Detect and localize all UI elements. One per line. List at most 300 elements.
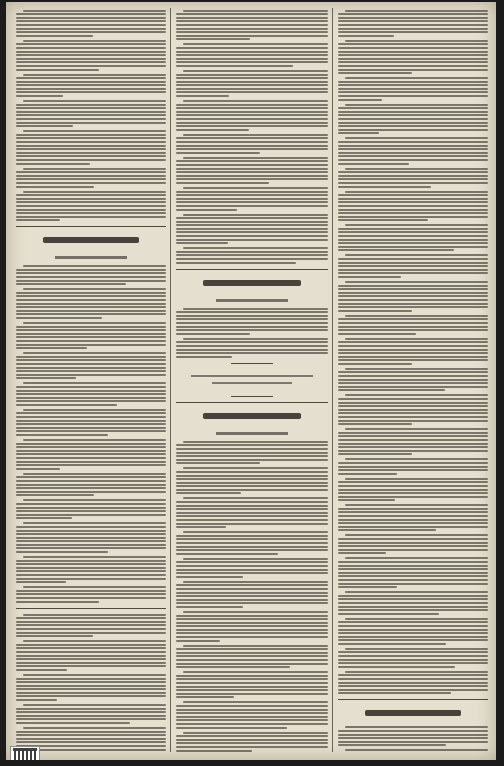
text-paragraph (16, 322, 166, 349)
text-line (338, 685, 488, 687)
text-line (23, 352, 166, 354)
text-paragraph (16, 130, 166, 164)
text-line (176, 693, 328, 695)
text-line (338, 285, 488, 287)
text-line (338, 171, 488, 173)
text-paragraph (176, 134, 328, 154)
text-paragraph (16, 473, 166, 497)
text-line (338, 519, 488, 521)
text-line (338, 333, 416, 335)
text-line (176, 727, 287, 729)
text-paragraph (338, 40, 488, 74)
text-line (23, 727, 166, 729)
text-paragraph (338, 104, 488, 135)
notice-line (212, 382, 291, 384)
text-line (176, 452, 328, 454)
text-line (16, 665, 166, 667)
text-line (338, 655, 488, 657)
text-line (16, 597, 166, 599)
text-line (338, 443, 488, 445)
text-line (16, 95, 63, 97)
text-paragraph (176, 531, 328, 555)
text-line (176, 91, 328, 93)
text-line (16, 329, 166, 331)
text-line (16, 69, 99, 71)
section-heading (176, 275, 328, 292)
text-line (338, 318, 488, 320)
text-line (16, 503, 166, 505)
text-line (345, 478, 488, 480)
text-line (338, 209, 488, 211)
text-paragraph (16, 74, 166, 98)
text-line (338, 545, 488, 547)
text-line (16, 635, 93, 637)
text-line (16, 685, 166, 687)
text-paragraph (16, 382, 166, 406)
text-paragraph (176, 671, 328, 698)
text-line (16, 28, 166, 30)
text-line (16, 182, 166, 184)
text-line (176, 178, 328, 180)
text-paragraph (176, 467, 328, 494)
text-line (345, 315, 488, 317)
text-line (338, 575, 488, 577)
text-line (176, 444, 328, 446)
text-line (16, 54, 166, 56)
text-line (16, 359, 166, 361)
text-line (176, 599, 328, 601)
text-line (345, 168, 488, 170)
text-paragraph (16, 640, 166, 671)
text-line (176, 352, 328, 354)
text-line (338, 163, 409, 165)
text-paragraph (176, 247, 328, 263)
text-line (16, 507, 166, 509)
text-line (176, 542, 328, 544)
text-line (23, 473, 166, 475)
text-line (16, 632, 166, 634)
text-line (338, 91, 488, 93)
text-line (345, 191, 488, 193)
text-line (16, 347, 87, 349)
text-line (183, 645, 328, 647)
text-line (176, 549, 328, 551)
text-line (176, 505, 328, 507)
text-line (176, 262, 296, 264)
text-line (176, 329, 328, 331)
dateline-mark (55, 256, 127, 259)
text-line (16, 303, 166, 305)
text-line (338, 122, 488, 124)
text-line (176, 561, 328, 563)
text-line (176, 318, 328, 320)
text-line (338, 246, 488, 248)
text-line (176, 20, 328, 22)
text-line (338, 99, 382, 101)
text-line (16, 484, 166, 486)
text-line (16, 540, 166, 542)
text-line (176, 107, 328, 109)
text-line (338, 511, 488, 513)
text-line (338, 659, 488, 661)
text-line (16, 356, 166, 358)
text-paragraph (338, 368, 488, 392)
column-divider (170, 8, 171, 752)
text-line (338, 643, 446, 645)
text-line (345, 671, 488, 673)
text-line (338, 20, 488, 22)
text-line (338, 81, 488, 83)
text-line (16, 370, 166, 372)
text-line (176, 526, 226, 528)
text-line (338, 269, 488, 271)
text-paragraph (176, 441, 328, 465)
text-line (16, 107, 166, 109)
text-line (338, 349, 488, 351)
text-line (176, 629, 328, 631)
text-paragraph (16, 40, 166, 71)
text-line (338, 352, 488, 354)
text-line (338, 359, 488, 361)
text-line (338, 473, 397, 475)
text-line (16, 457, 166, 459)
text-line (345, 618, 488, 620)
text-line (345, 591, 488, 593)
text-line (338, 292, 488, 294)
text-line (338, 345, 488, 347)
text-line (16, 404, 117, 406)
dateline (176, 429, 328, 438)
text-line (176, 459, 328, 461)
text-line (183, 100, 328, 102)
dateline-mark (216, 299, 289, 302)
text-paragraph (16, 100, 166, 127)
text-line (183, 308, 328, 310)
text-line (338, 453, 412, 455)
text-line (176, 489, 328, 491)
text-line (23, 439, 166, 441)
text-line (338, 621, 488, 623)
text-paragraph (338, 534, 488, 554)
text-line (16, 317, 102, 319)
text-line (338, 481, 488, 483)
text-line (16, 551, 108, 553)
text-line (338, 568, 488, 570)
text-line (176, 602, 328, 604)
text-line (338, 288, 488, 290)
text-line (176, 716, 328, 718)
text-line (176, 569, 328, 571)
text-line (345, 557, 488, 559)
text-line (16, 35, 93, 37)
text-line (176, 13, 328, 15)
text-paragraph (338, 749, 488, 752)
text-line (23, 265, 166, 267)
text-line (338, 561, 488, 563)
text-line (338, 651, 488, 653)
text-line (338, 114, 488, 116)
text-line (338, 95, 488, 97)
text-line (176, 632, 328, 634)
text-paragraph (338, 315, 488, 335)
text-paragraph (338, 191, 488, 222)
text-line (338, 239, 488, 241)
text-line (338, 744, 446, 746)
text-line (338, 538, 488, 540)
text-paragraph (176, 497, 328, 528)
text-line (183, 701, 328, 703)
text-paragraph (338, 10, 488, 37)
text-line (338, 515, 488, 517)
text-paragraph (338, 726, 488, 746)
text-line (176, 254, 328, 256)
text-line (338, 629, 488, 631)
badge-pillars (14, 751, 36, 760)
text-line (338, 152, 488, 154)
text-line (338, 405, 488, 407)
text-line (23, 288, 166, 290)
text-line (16, 692, 166, 694)
text-line (16, 708, 166, 710)
text-line (176, 175, 328, 177)
text-line (338, 276, 401, 278)
text-line (176, 625, 328, 627)
section-heading-mark (365, 710, 461, 716)
text-line (16, 590, 166, 592)
text-line (176, 546, 328, 548)
text-line (338, 632, 488, 634)
text-line (176, 47, 328, 49)
text-line (338, 28, 488, 30)
text-line (176, 81, 328, 83)
text-line (176, 675, 328, 677)
text-line (16, 198, 166, 200)
text-line (16, 450, 166, 452)
text-line (183, 247, 328, 249)
text-line (16, 722, 130, 724)
text-line (176, 88, 328, 90)
text-line (176, 171, 328, 173)
text-line (183, 157, 328, 159)
text-line (176, 311, 328, 313)
text-line (16, 58, 166, 60)
text-line (16, 526, 166, 528)
text-line (16, 434, 108, 436)
text-line (183, 497, 328, 499)
text-line (338, 51, 488, 53)
text-line (176, 538, 328, 540)
text-line (176, 618, 328, 620)
text-line (176, 471, 328, 473)
text-paragraph (16, 10, 166, 37)
text-line (338, 141, 488, 143)
text-line (16, 420, 166, 422)
text-line (345, 368, 488, 370)
text-line (176, 696, 234, 698)
text-line (176, 478, 328, 480)
text-line (345, 137, 488, 139)
text-line (23, 409, 166, 411)
text-line (338, 299, 488, 301)
text-paragraph (16, 265, 166, 285)
text-line (16, 560, 166, 562)
text-line (16, 423, 166, 425)
text-line (183, 70, 328, 72)
text-paragraph (16, 288, 166, 319)
column-2 (176, 8, 328, 752)
text-line (338, 402, 488, 404)
text-line (176, 125, 328, 127)
text-line (16, 111, 166, 113)
text-line (338, 186, 431, 188)
text-line (176, 666, 290, 668)
text-line (338, 549, 488, 551)
text-paragraph (16, 614, 166, 638)
text-line (23, 168, 166, 170)
text-line (338, 435, 488, 437)
text-line (176, 224, 328, 226)
text-line (16, 601, 99, 603)
text-line (16, 77, 166, 79)
text-paragraph (338, 428, 488, 455)
text-paragraph (16, 499, 166, 519)
text-line (176, 111, 328, 113)
text-line (176, 221, 328, 223)
text-line (176, 35, 328, 37)
text-line (176, 640, 220, 642)
text-line (16, 299, 166, 301)
text-line (16, 145, 166, 147)
text-line (338, 13, 488, 15)
text-paragraph (176, 558, 328, 578)
text-line (338, 678, 488, 680)
text-line (23, 640, 166, 642)
text-line (338, 609, 488, 611)
text-line (176, 315, 328, 317)
text-line (176, 168, 328, 170)
text-paragraph (176, 338, 328, 358)
text-line (176, 678, 328, 680)
text-line (16, 386, 166, 388)
text-line (23, 522, 166, 524)
text-line (176, 235, 328, 237)
text-line (183, 611, 328, 613)
text-line (338, 242, 488, 244)
text-line (345, 104, 488, 106)
text-line (16, 114, 166, 116)
text-line (16, 547, 166, 549)
text-line (183, 43, 328, 45)
text-line (176, 588, 328, 590)
text-line (338, 565, 488, 567)
text-line (16, 272, 166, 274)
text-line (338, 674, 488, 676)
text-line (176, 655, 328, 657)
text-line (345, 749, 488, 751)
text-paragraph (16, 191, 166, 222)
section-heading (338, 705, 488, 722)
section-rule (176, 269, 328, 270)
text-line (176, 242, 228, 244)
text-line (183, 338, 328, 340)
text-line (23, 614, 166, 616)
text-line (176, 746, 328, 748)
text-line (16, 51, 166, 53)
text-line (176, 205, 328, 207)
text-line (16, 292, 166, 294)
text-line (176, 515, 328, 517)
text-line (338, 409, 488, 411)
text-line (338, 485, 488, 487)
text-line (338, 439, 488, 441)
text-line (183, 531, 328, 533)
text-line (16, 205, 166, 207)
text-line (338, 446, 488, 448)
column-divider (332, 8, 333, 752)
text-line (16, 711, 166, 713)
section-rule (16, 226, 166, 227)
text-line (16, 476, 166, 478)
text-line (16, 104, 166, 106)
text-line (338, 175, 488, 177)
text-line (176, 258, 328, 260)
text-line (16, 644, 166, 646)
text-line (16, 734, 166, 736)
text-line (23, 40, 166, 42)
text-line (338, 529, 436, 531)
text-line (338, 542, 488, 544)
text-line (176, 482, 328, 484)
text-line (16, 84, 166, 86)
text-line (176, 152, 260, 154)
text-line (338, 432, 488, 434)
text-line (16, 152, 166, 154)
text-paragraph (176, 732, 328, 752)
text-line (16, 194, 166, 196)
text-line (338, 198, 488, 200)
column-1 (16, 8, 166, 752)
text-line (338, 412, 488, 414)
text-line (16, 517, 72, 519)
text-line (176, 512, 328, 514)
text-line (176, 54, 328, 56)
text-line (16, 43, 166, 45)
text-line (16, 510, 166, 512)
text-line (16, 628, 166, 630)
text-line (176, 501, 328, 503)
text-paragraph (176, 187, 328, 211)
text-line (345, 648, 488, 650)
text-line (338, 508, 488, 510)
section-heading-mark (203, 280, 300, 286)
section-heading (176, 408, 328, 425)
section-rule (338, 699, 488, 700)
text-line (183, 671, 328, 673)
section-heading (16, 232, 166, 249)
text-line (16, 390, 166, 392)
text-line (183, 10, 328, 12)
text-line (176, 576, 243, 578)
text-line (176, 455, 328, 457)
text-line (338, 326, 488, 328)
text-line (345, 504, 488, 506)
text-line (16, 397, 166, 399)
text-line (176, 739, 328, 741)
text-line (16, 91, 166, 93)
text-line (338, 386, 488, 388)
text-line (338, 398, 488, 400)
text-line (176, 519, 328, 521)
